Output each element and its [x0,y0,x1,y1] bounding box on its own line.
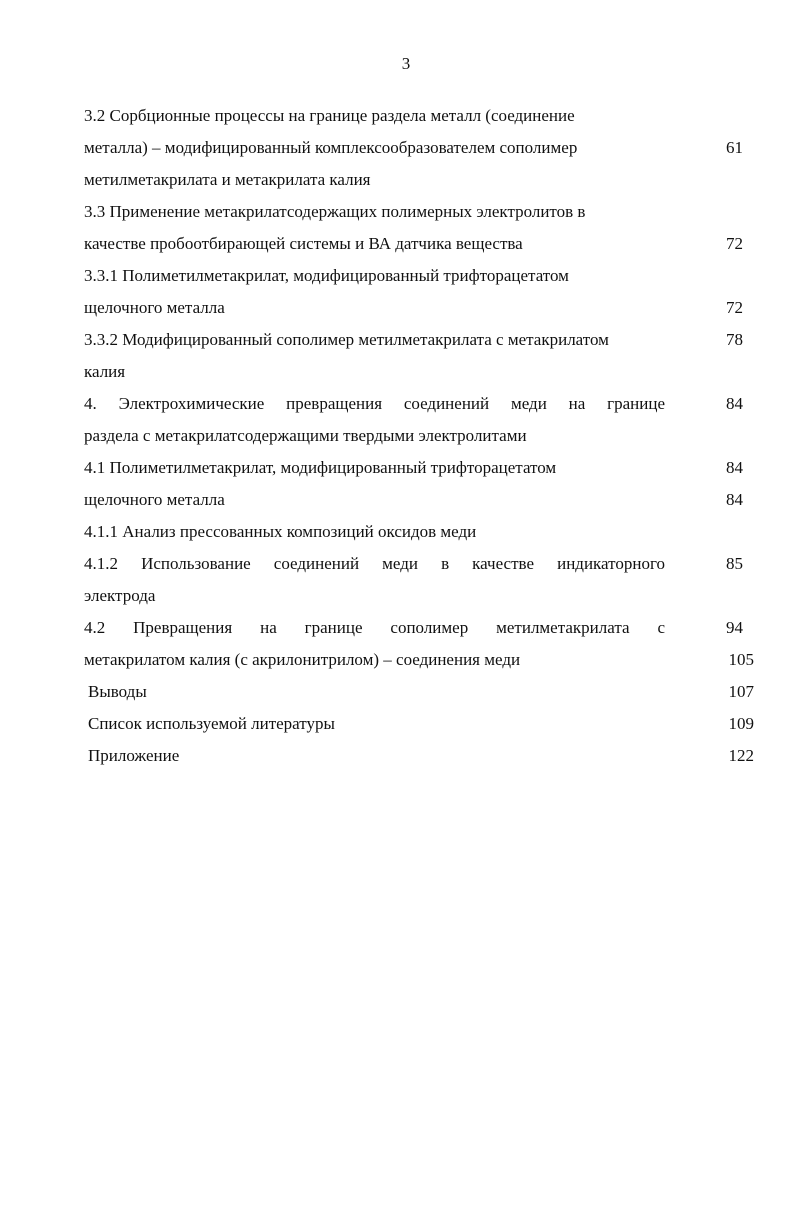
toc-line [84,708,754,740]
toc-line-text: 4. Электрохимические превращения соединений меди на границе [84,394,665,413]
toc-line [84,228,754,260]
toc-line-text: метакрилатом калия (с акрилонитрилом) – соединения меди [84,650,521,669]
toc-page-number: 84 [726,490,743,509]
toc-line [84,260,754,292]
toc-line-text: раздела с метакрилатсодержащими твердыми электролитами [84,426,527,445]
toc-line [84,676,754,708]
toc-page-number: 105 [728,650,754,669]
toc-line [84,740,754,772]
toc-line [84,452,754,484]
toc-line [84,196,754,228]
toc-line [84,100,754,132]
page-number: 3 [401,54,411,73]
toc-line-text: 4.2 Превращения на границе сополимер метилметакрилата с [84,618,665,637]
toc-line [84,356,754,388]
toc-line-text: Список используемой литературы [88,714,335,733]
toc-line-text: 3.2 Сорбционные процессы на границе раздела металл (соединение [84,106,575,125]
toc-line-text: калия [84,362,126,381]
toc-line-text: 3.3 Применение метакрилатсодержащих полимерных электролитов в [84,202,586,221]
toc-page-number: 122 [728,746,754,765]
toc-line-text: 4.1 Полиметилметакрилат, модифицированный трифторацетатом [84,458,557,477]
toc-line-text: 3.3.1 Полиметилметакрилат, модифицированный трифторацетатом [84,266,569,285]
toc-line-text: Приложение [88,746,180,765]
toc-line-text: 4.1.2 Использование соединений меди в качестве индикаторного [84,554,665,573]
toc-line-text: металла) – модифицированный комплексообразователем сополимер [84,138,578,157]
toc-line-text: щелочного металла [84,490,225,509]
toc-page-number: 85 [726,554,743,573]
toc-page-number: 78 [726,330,743,349]
toc-page-number: 84 [726,458,743,477]
toc-line-text: 3.3.2 Модифицированный сополимер метилметакрилата с метакрилатом [84,330,609,349]
toc-line [84,516,754,548]
toc-page-number: 72 [726,298,743,317]
toc-page-number: 94 [726,618,743,637]
toc-line-text: Выводы [88,682,147,701]
toc-page-number: 107 [728,682,754,701]
toc-line-text: качестве пробоотбирающей системы и ВА датчика вещества [84,234,523,253]
toc-page-number: 109 [728,714,754,733]
toc-line [84,644,754,676]
toc-line [84,164,754,196]
table-of-contents [84,100,754,772]
toc-line [84,292,754,324]
toc-line [84,580,754,612]
toc-page-number: 61 [726,138,743,157]
toc-page-number: 72 [726,234,743,253]
toc-page-number: 84 [726,394,743,413]
toc-line [84,420,754,452]
toc-line [84,548,754,580]
toc-line [84,324,754,356]
toc-line-text: 4.1.1 Анализ прессованных композиций оксидов меди [84,522,477,541]
toc-line [84,388,754,420]
toc-line [84,612,754,644]
toc-line-text: метилметакрилата и метакрилата калия [84,170,371,189]
toc-line [84,132,754,164]
toc-line-text: щелочного металла [84,298,225,317]
toc-line [84,484,754,516]
toc-line-text: электрода [84,586,156,605]
